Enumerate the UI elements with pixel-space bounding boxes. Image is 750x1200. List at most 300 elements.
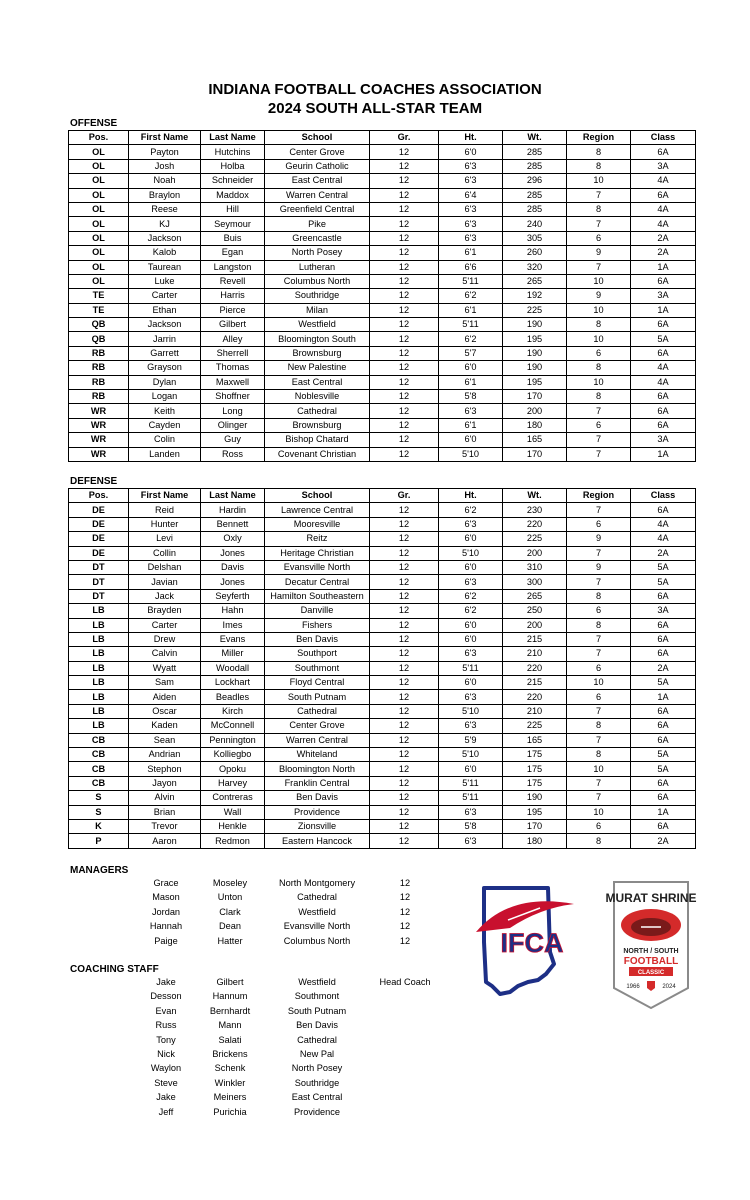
table-cell: 12 [370,819,439,833]
table-cell: 4A [631,375,696,389]
table-cell: 1A [631,690,696,704]
table-row [69,748,696,762]
table-cell: DE [69,532,129,546]
table-cell: Alley [201,332,265,346]
table-cell: Pennington [201,733,265,747]
table-cell: Oscar [129,704,201,718]
table-cell: 4A [631,217,696,231]
table-cell: Luke [129,274,201,288]
table-cell: Covenant Christian [265,447,370,461]
table-cell: 5'11 [439,776,503,790]
list-item [0,1049,460,1063]
list-item [0,1107,460,1121]
table-cell: 12 [370,174,439,188]
table-cell: 5'9 [439,733,503,747]
table-cell: 220 [503,517,567,531]
table-cell: 10 [567,762,631,776]
table-cell: 7 [567,404,631,418]
table-cell: 6'1 [439,303,503,317]
table-cell: Hamilton Southeastern [265,589,370,603]
list-cell: Desson [150,991,182,1002]
table-cell: 6'0 [439,632,503,646]
table-cell: LB [69,604,129,618]
list-cell: Grace [153,878,179,888]
table-cell: New Palestine [265,361,370,375]
table-cell: 3A [631,433,696,447]
list-cell: Providence [294,1106,340,1117]
table-cell: TE [69,303,129,317]
table-cell: 6'3 [439,217,503,231]
table-cell: 5A [631,575,696,589]
column-header: Pos. [69,131,129,145]
table-row [69,704,696,718]
table-cell: Brownsburg [265,346,370,360]
table-row [69,404,696,418]
table-cell: 5'10 [439,748,503,762]
table-cell: 12 [370,618,439,632]
table-cell: Zionsville [265,819,370,833]
table-cell: LB [69,618,129,632]
table-cell: Alvin [129,791,201,805]
table-row [69,447,696,461]
table-cell: South Putnam [265,690,370,704]
offense-label: OFFENSE [70,118,118,129]
list-item [0,936,460,950]
shrine-classic-word: CLASSIC [637,970,665,976]
table-cell: 240 [503,217,567,231]
table-cell: 200 [503,404,567,418]
list-cell: Gilbert [216,977,244,987]
table-cell: 12 [370,762,439,776]
table-row [69,346,696,360]
table-cell: 6A [631,404,696,418]
table-cell: Collin [129,546,201,560]
table-cell: 6'3 [439,834,503,848]
table-cell: Colin [129,433,201,447]
table-cell: 180 [503,834,567,848]
table-cell: 12 [370,791,439,805]
list-cell: Hannah [149,921,183,932]
table-cell: Sam [129,676,201,690]
table-cell: Braylon [129,188,201,202]
table-cell: DT [69,589,129,603]
table-cell: OL [69,202,129,216]
column-header: School [265,489,370,503]
list-cell: Jake [156,1092,176,1103]
table-cell: Greencastle [265,231,370,245]
table-cell: 215 [503,632,567,646]
table-cell: Taurean [129,260,201,274]
table-cell: Egan [201,246,265,260]
table-cell: S [69,791,129,805]
table-cell: 6 [567,661,631,675]
table-cell: 305 [503,231,567,245]
list-item [0,878,460,892]
table-cell: 12 [370,805,439,819]
table-cell: 195 [503,332,567,346]
table-cell: Jackson [129,231,201,245]
table-cell: Mooresville [265,517,370,531]
table-cell: LB [69,704,129,718]
column-header: Region [567,131,631,145]
offense-header-row [69,131,696,145]
table-row [69,303,696,317]
table-cell: WR [69,433,129,447]
table-cell: 6A [631,589,696,603]
table-cell: 12 [370,690,439,704]
table-cell: Harris [201,289,265,303]
table-cell: 5'11 [439,318,503,332]
list-cell: Mann [218,1020,242,1031]
table-cell: 265 [503,589,567,603]
list-cell: Purichia [213,1106,247,1117]
table-cell: East Central [265,174,370,188]
table-cell: 170 [503,390,567,404]
table-cell: 5'8 [439,819,503,833]
list-cell: Nick [157,1049,175,1059]
table-cell: Ben Davis [265,632,370,646]
list-cell: 12 [399,906,411,917]
list-item [0,977,460,991]
list-cell: Hatter [217,935,243,946]
table-cell: QB [69,332,129,346]
table-cell: 6A [631,390,696,404]
table-cell: Ben Davis [265,791,370,805]
table-cell: 6A [631,418,696,432]
table-cell: 7 [567,647,631,661]
table-cell: 225 [503,532,567,546]
table-row [69,375,696,389]
table-cell: 1A [631,447,696,461]
table-cell: QB [69,318,129,332]
table-cell: 12 [370,704,439,718]
table-cell: 3A [631,289,696,303]
table-cell: 12 [370,246,439,260]
list-item [0,921,460,935]
table-cell: WR [69,404,129,418]
table-cell: 2A [631,246,696,260]
table-cell: 190 [503,361,567,375]
table-cell: 190 [503,318,567,332]
list-cell: Jordan [151,906,181,917]
table-cell: Hunter [129,517,201,531]
table-cell: 8 [567,589,631,603]
table-cell: 7 [567,503,631,517]
table-cell: 6'3 [439,719,503,733]
table-cell: Bloomington South [265,332,370,346]
table-cell: 6'3 [439,690,503,704]
table-cell: 3A [631,604,696,618]
list-item [0,1078,460,1092]
list-cell: Paige [154,935,178,946]
table-cell: OL [69,188,129,202]
table-cell: 8 [567,202,631,216]
table-row [69,776,696,790]
table-row [69,719,696,733]
table-cell: RB [69,375,129,389]
table-cell: 5A [631,762,696,776]
table-cell: Levi [129,532,201,546]
table-cell: 5A [631,676,696,690]
table-cell: 6A [631,145,696,159]
table-cell: Payton [129,145,201,159]
table-cell: 6A [631,632,696,646]
table-cell: Brownsburg [265,418,370,432]
table-cell: 6 [567,231,631,245]
table-cell: Seymour [201,217,265,231]
table-cell: S [69,805,129,819]
table-cell: 6 [567,604,631,618]
table-cell: 5A [631,560,696,574]
table-row [69,318,696,332]
table-cell: Holba [201,159,265,173]
table-cell: Josh [129,159,201,173]
list-cell: Southridge [294,1077,340,1088]
table-cell: 7 [567,433,631,447]
table-cell: 12 [370,719,439,733]
table-cell: 220 [503,661,567,675]
table-cell: Grayson [129,361,201,375]
table-cell: 5'10 [439,704,503,718]
table-cell: 12 [370,404,439,418]
table-cell: 9 [567,246,631,260]
table-cell: Kalob [129,246,201,260]
table-cell: DE [69,517,129,531]
table-row [69,274,696,288]
column-header: Region [567,489,631,503]
table-cell: 6'3 [439,404,503,418]
table-row [69,791,696,805]
table-cell: Hutchins [201,145,265,159]
table-cell: 6'3 [439,174,503,188]
list-cell: North Posey [291,1063,343,1074]
list-cell: Westfield [298,906,336,917]
list-item [0,892,460,906]
column-header: Pos. [69,489,129,503]
table-cell: 8 [567,390,631,404]
table-cell: Drew [129,632,201,646]
table-cell: 165 [503,433,567,447]
table-cell: 6A [631,346,696,360]
table-cell: 6'0 [439,618,503,632]
table-cell: 9 [567,532,631,546]
table-cell: Bennett [201,517,265,531]
column-header: School [265,131,370,145]
table-row [69,289,696,303]
table-cell: 8 [567,145,631,159]
table-cell: 285 [503,202,567,216]
table-cell: Danville [265,604,370,618]
table-cell: 6'0 [439,433,503,447]
column-header: Wt. [503,489,567,503]
table-cell: 10 [567,174,631,188]
table-cell: 12 [370,776,439,790]
table-cell: CB [69,748,129,762]
table-cell: 170 [503,819,567,833]
table-cell: LB [69,676,129,690]
table-cell: 230 [503,503,567,517]
column-header: Wt. [503,131,567,145]
column-header: Gr. [370,131,439,145]
table-cell: Jones [201,546,265,560]
table-cell: Columbus North [265,274,370,288]
table-cell: 9 [567,289,631,303]
list-item [0,907,460,921]
list-item [0,991,460,1005]
table-cell: Stephon [129,762,201,776]
table-cell: 6'1 [439,418,503,432]
shrine-year-start: 1966 [626,984,640,990]
table-cell: 12 [370,289,439,303]
table-cell: 10 [567,676,631,690]
list-cell: Brickens [212,1049,248,1059]
table-cell: 4A [631,532,696,546]
table-cell: 6A [631,704,696,718]
table-cell: 6A [631,733,696,747]
table-cell: 6'4 [439,188,503,202]
table-cell: 260 [503,246,567,260]
table-cell: DE [69,546,129,560]
table-cell: 210 [503,704,567,718]
defense-table [68,488,696,849]
table-cell: Pierce [201,303,265,317]
table-row [69,661,696,675]
table-cell: 12 [370,733,439,747]
defense-label: DEFENSE [70,476,118,487]
table-cell: 1A [631,805,696,819]
table-cell: 6A [631,274,696,288]
managers-label: MANAGERS [70,865,129,876]
table-cell: OL [69,217,129,231]
table-cell: RB [69,346,129,360]
table-cell: 7 [567,575,631,589]
table-cell: Gilbert [201,318,265,332]
list-cell: Head Coach [379,977,431,987]
table-cell: 12 [370,546,439,560]
table-cell: Ethan [129,303,201,317]
table-cell: Bloomington North [265,762,370,776]
list-cell: Cathedral [297,1034,337,1045]
table-row [69,546,696,560]
list-cell: Schenk [214,1063,246,1074]
table-cell: 6'3 [439,575,503,589]
table-cell: LB [69,719,129,733]
table-cell: 6 [567,346,631,360]
table-cell: RB [69,361,129,375]
table-cell: Lutheran [265,260,370,274]
table-cell: 180 [503,418,567,432]
list-item [0,1020,460,1034]
table-cell: 195 [503,805,567,819]
table-cell: OL [69,246,129,260]
table-row [69,560,696,574]
list-cell: South Putnam [287,1005,347,1016]
table-cell: DT [69,560,129,574]
table-cell: 12 [370,361,439,375]
list-cell: Evansville North [283,921,351,932]
table-cell: Javian [129,575,201,589]
table-cell: 12 [370,589,439,603]
table-cell: 175 [503,748,567,762]
table-cell: 6 [567,819,631,833]
table-row [69,819,696,833]
table-cell: OL [69,260,129,274]
table-cell: 8 [567,159,631,173]
table-cell: 250 [503,604,567,618]
table-cell: 12 [370,332,439,346]
table-cell: 12 [370,375,439,389]
table-row [69,676,696,690]
table-cell: 10 [567,303,631,317]
table-cell: 6'2 [439,289,503,303]
table-cell: 12 [370,834,439,848]
table-cell: 6'2 [439,604,503,618]
list-cell: 12 [399,921,411,932]
list-cell: 12 [399,892,411,903]
table-cell: Eastern Hancock [265,834,370,848]
table-cell: Maddox [201,188,265,202]
table-cell: 6'3 [439,647,503,661]
table-cell: Providence [265,805,370,819]
table-cell: 8 [567,618,631,632]
table-cell: 12 [370,260,439,274]
table-cell: Warren Central [265,733,370,747]
table-cell: Shoffner [201,390,265,404]
table-row [69,690,696,704]
table-cell: 10 [567,332,631,346]
table-cell: Logan [129,390,201,404]
table-cell: 6'1 [439,246,503,260]
table-cell: Cayden [129,418,201,432]
list-cell: Tony [156,1034,176,1045]
table-cell: 12 [370,560,439,574]
table-row [69,217,696,231]
list-cell: Hannum [212,991,248,1002]
table-cell: 5'11 [439,791,503,805]
list-cell: Clark [219,906,241,917]
table-cell: 6'0 [439,762,503,776]
table-cell: Pike [265,217,370,231]
table-cell: Keith [129,404,201,418]
list-cell: New Pal [299,1049,335,1059]
table-cell: 2A [631,231,696,245]
table-cell: 190 [503,346,567,360]
table-cell: Aaron [129,834,201,848]
table-cell: Kirch [201,704,265,718]
table-cell: Buis [201,231,265,245]
table-cell: 310 [503,560,567,574]
list-cell: Jake [156,977,176,987]
table-row [69,188,696,202]
table-cell: RB [69,390,129,404]
table-cell: Oxly [201,532,265,546]
table-cell: 200 [503,546,567,560]
table-cell: 7 [567,776,631,790]
table-cell: Greenfield Central [265,202,370,216]
table-cell: 6A [631,618,696,632]
table-cell: 2A [631,546,696,560]
table-row [69,604,696,618]
list-cell: Unton [217,892,243,903]
table-cell: Landen [129,447,201,461]
table-cell: Warren Central [265,188,370,202]
table-cell: 12 [370,217,439,231]
table-cell: Whiteland [265,748,370,762]
table-cell: 195 [503,375,567,389]
page-title: INDIANA FOOTBALL COACHES ASSOCIATION [208,81,542,98]
table-cell: Thomas [201,361,265,375]
table-cell: Fishers [265,618,370,632]
